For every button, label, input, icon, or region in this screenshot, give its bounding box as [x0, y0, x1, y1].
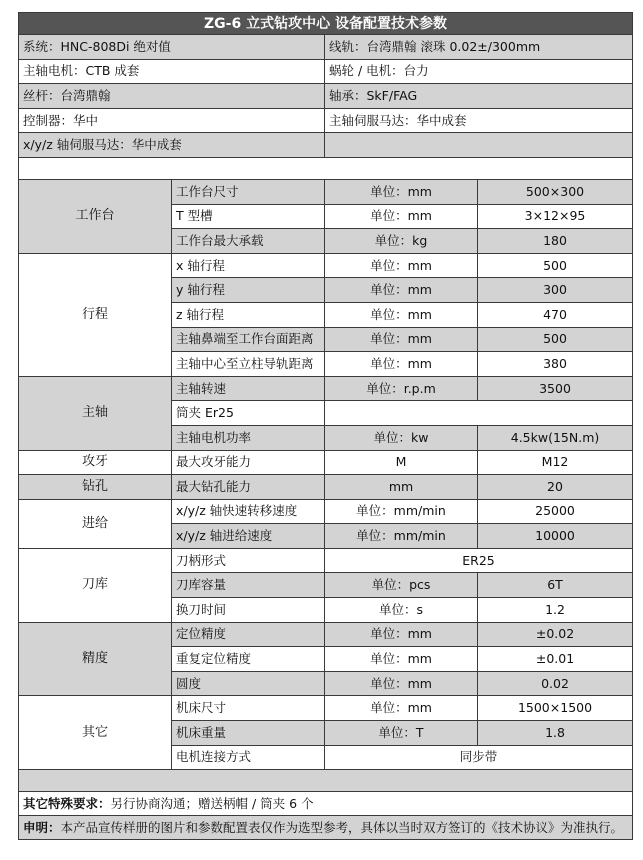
category-accuracy: 精度 [19, 622, 172, 696]
row-unit: 单位：mm [325, 671, 478, 696]
row-item: 主轴转速 [172, 376, 325, 401]
row-unit: 单位：mm [325, 622, 478, 647]
declaration-row [19, 816, 633, 840]
config-screw: 丝杆：台湾鼎翰 [19, 84, 325, 109]
row-item: 主轴中心至立柱导轨距离 [172, 352, 325, 377]
spacer [19, 157, 633, 179]
row-item: 筒夹 Er25 [172, 401, 325, 426]
table-row [19, 475, 633, 500]
special-label: 其它特殊要求： [23, 795, 111, 811]
table-row [19, 499, 633, 524]
row-item: 主轴鼻端至工作台面距离 [172, 327, 325, 352]
row-item: 最大攻牙能力 [172, 450, 325, 475]
row-unit: 单位：kw [325, 425, 478, 450]
config-row [19, 133, 633, 158]
row-item: 定位精度 [172, 622, 325, 647]
row-unit: 单位：s [325, 598, 478, 623]
row-item: 电机连接方式 [172, 745, 325, 770]
row-item: 刀柄形式 [172, 548, 325, 573]
table-row [19, 450, 633, 475]
row-unit: 单位：mm [325, 204, 478, 229]
row-value: 500×300 [478, 179, 633, 204]
row-item: y 轴行程 [172, 278, 325, 303]
row-item: 机床尺寸 [172, 696, 325, 721]
row-item: 工作台最大承载 [172, 229, 325, 254]
spacer [19, 770, 633, 792]
row-unit: 单位：mm [325, 327, 478, 352]
config-row [19, 59, 633, 84]
row-value: 20 [478, 475, 633, 500]
config-row [19, 35, 633, 60]
row-item: 最大钻孔能力 [172, 475, 325, 500]
row-item: T 型槽 [172, 204, 325, 229]
row-unit: 单位：T [325, 721, 478, 746]
config-bearing: 轴承：SkF/FAG [325, 84, 633, 109]
row-value: 4.5kw(15N.m) [478, 425, 633, 450]
row-empty [325, 401, 633, 426]
row-unit: 单位：mm [325, 302, 478, 327]
spec-table [18, 12, 633, 840]
row-item: x/y/z 轴快速转移速度 [172, 499, 325, 524]
row-value: 3×12×95 [478, 204, 633, 229]
row-value: M12 [478, 450, 633, 475]
config-spindle-motor: 主轴电机：CTB 成套 [19, 59, 325, 84]
category-other: 其它 [19, 696, 172, 770]
row-value: 470 [478, 302, 633, 327]
title-row [19, 13, 633, 35]
row-value: 10000 [478, 524, 633, 549]
row-item: z 轴行程 [172, 302, 325, 327]
row-unit: 单位：kg [325, 229, 478, 254]
config-row [19, 108, 633, 133]
category-tapping: 攻牙 [19, 450, 172, 475]
config-controller: 控制器：华中 [19, 108, 325, 133]
page-title: ZG-6 立式钻攻中心 设备配置技术参数 [19, 13, 633, 35]
config-axis-servo: x/y/z 轴伺服马达：华中成套 [19, 133, 325, 158]
row-unit: 单位：pcs [325, 573, 478, 598]
table-row [19, 548, 633, 573]
row-unit: 单位：mm [325, 647, 478, 672]
declaration-text: 本产品宣传样册的图片和参数配置表仅作为选型参考，具体以当时双方签订的《技术协议》为准执行。 [60, 819, 624, 835]
row-value: 0.02 [478, 671, 633, 696]
category-magazine: 刀库 [19, 548, 172, 622]
row-unit: 单位：mm/min [325, 524, 478, 549]
row-value: 1.8 [478, 721, 633, 746]
row-item: 机床重量 [172, 721, 325, 746]
category-spindle: 主轴 [19, 376, 172, 450]
declaration [19, 816, 633, 840]
special-requirements [19, 792, 633, 816]
row-item: 工作台尺寸 [172, 179, 325, 204]
row-value: 25000 [478, 499, 633, 524]
table-row [19, 376, 633, 401]
config-rail: 线轨：台湾鼎翰 滚珠 0.02±/300mm [325, 35, 633, 60]
category-drilling: 钻孔 [19, 475, 172, 500]
declaration-label: 申明： [23, 819, 61, 835]
row-value: 500 [478, 253, 633, 278]
table-row [19, 253, 633, 278]
special-row [19, 792, 633, 816]
table-row [19, 622, 633, 647]
row-unit: 单位：mm/min [325, 499, 478, 524]
row-value: 1.2 [478, 598, 633, 623]
spacer-row [19, 770, 633, 792]
row-value: 300 [478, 278, 633, 303]
row-value: 同步带 [325, 745, 633, 770]
row-value: 3500 [478, 376, 633, 401]
row-value: ±0.01 [478, 647, 633, 672]
row-value: 180 [478, 229, 633, 254]
row-item: 圆度 [172, 671, 325, 696]
row-unit: 单位：r.p.m [325, 376, 478, 401]
special-text: 另行协商沟通；赠送柄帽 / 筒夹 6 个 [110, 795, 314, 811]
config-empty [325, 133, 633, 158]
row-unit: 单位：mm [325, 253, 478, 278]
row-item: 换刀时间 [172, 598, 325, 623]
row-unit: 单位：mm [325, 696, 478, 721]
row-item: 刀库容量 [172, 573, 325, 598]
row-value: 6T [478, 573, 633, 598]
category-feed: 进给 [19, 499, 172, 548]
category-worktable: 工作台 [19, 179, 172, 253]
table-row [19, 696, 633, 721]
config-spindle-servo: 主轴伺服马达：华中成套 [325, 108, 633, 133]
config-worm: 蜗轮 / 电机：台力 [325, 59, 633, 84]
row-item: 主轴电机功率 [172, 425, 325, 450]
row-unit: 单位：mm [325, 179, 478, 204]
row-value: 380 [478, 352, 633, 377]
row-value: ±0.02 [478, 622, 633, 647]
row-value: 500 [478, 327, 633, 352]
row-item: x 轴行程 [172, 253, 325, 278]
row-item: x/y/z 轴进给速度 [172, 524, 325, 549]
config-system: 系统：HNC-808Di 绝对值 [19, 35, 325, 60]
spacer-row [19, 157, 633, 179]
row-value: 1500×1500 [478, 696, 633, 721]
row-value: ER25 [325, 548, 633, 573]
row-unit: M [325, 450, 478, 475]
row-unit: 单位：mm [325, 278, 478, 303]
category-travel: 行程 [19, 253, 172, 376]
row-item: 重复定位精度 [172, 647, 325, 672]
table-row [19, 179, 633, 204]
row-unit: mm [325, 475, 478, 500]
row-unit: 单位：mm [325, 352, 478, 377]
config-row [19, 84, 633, 109]
